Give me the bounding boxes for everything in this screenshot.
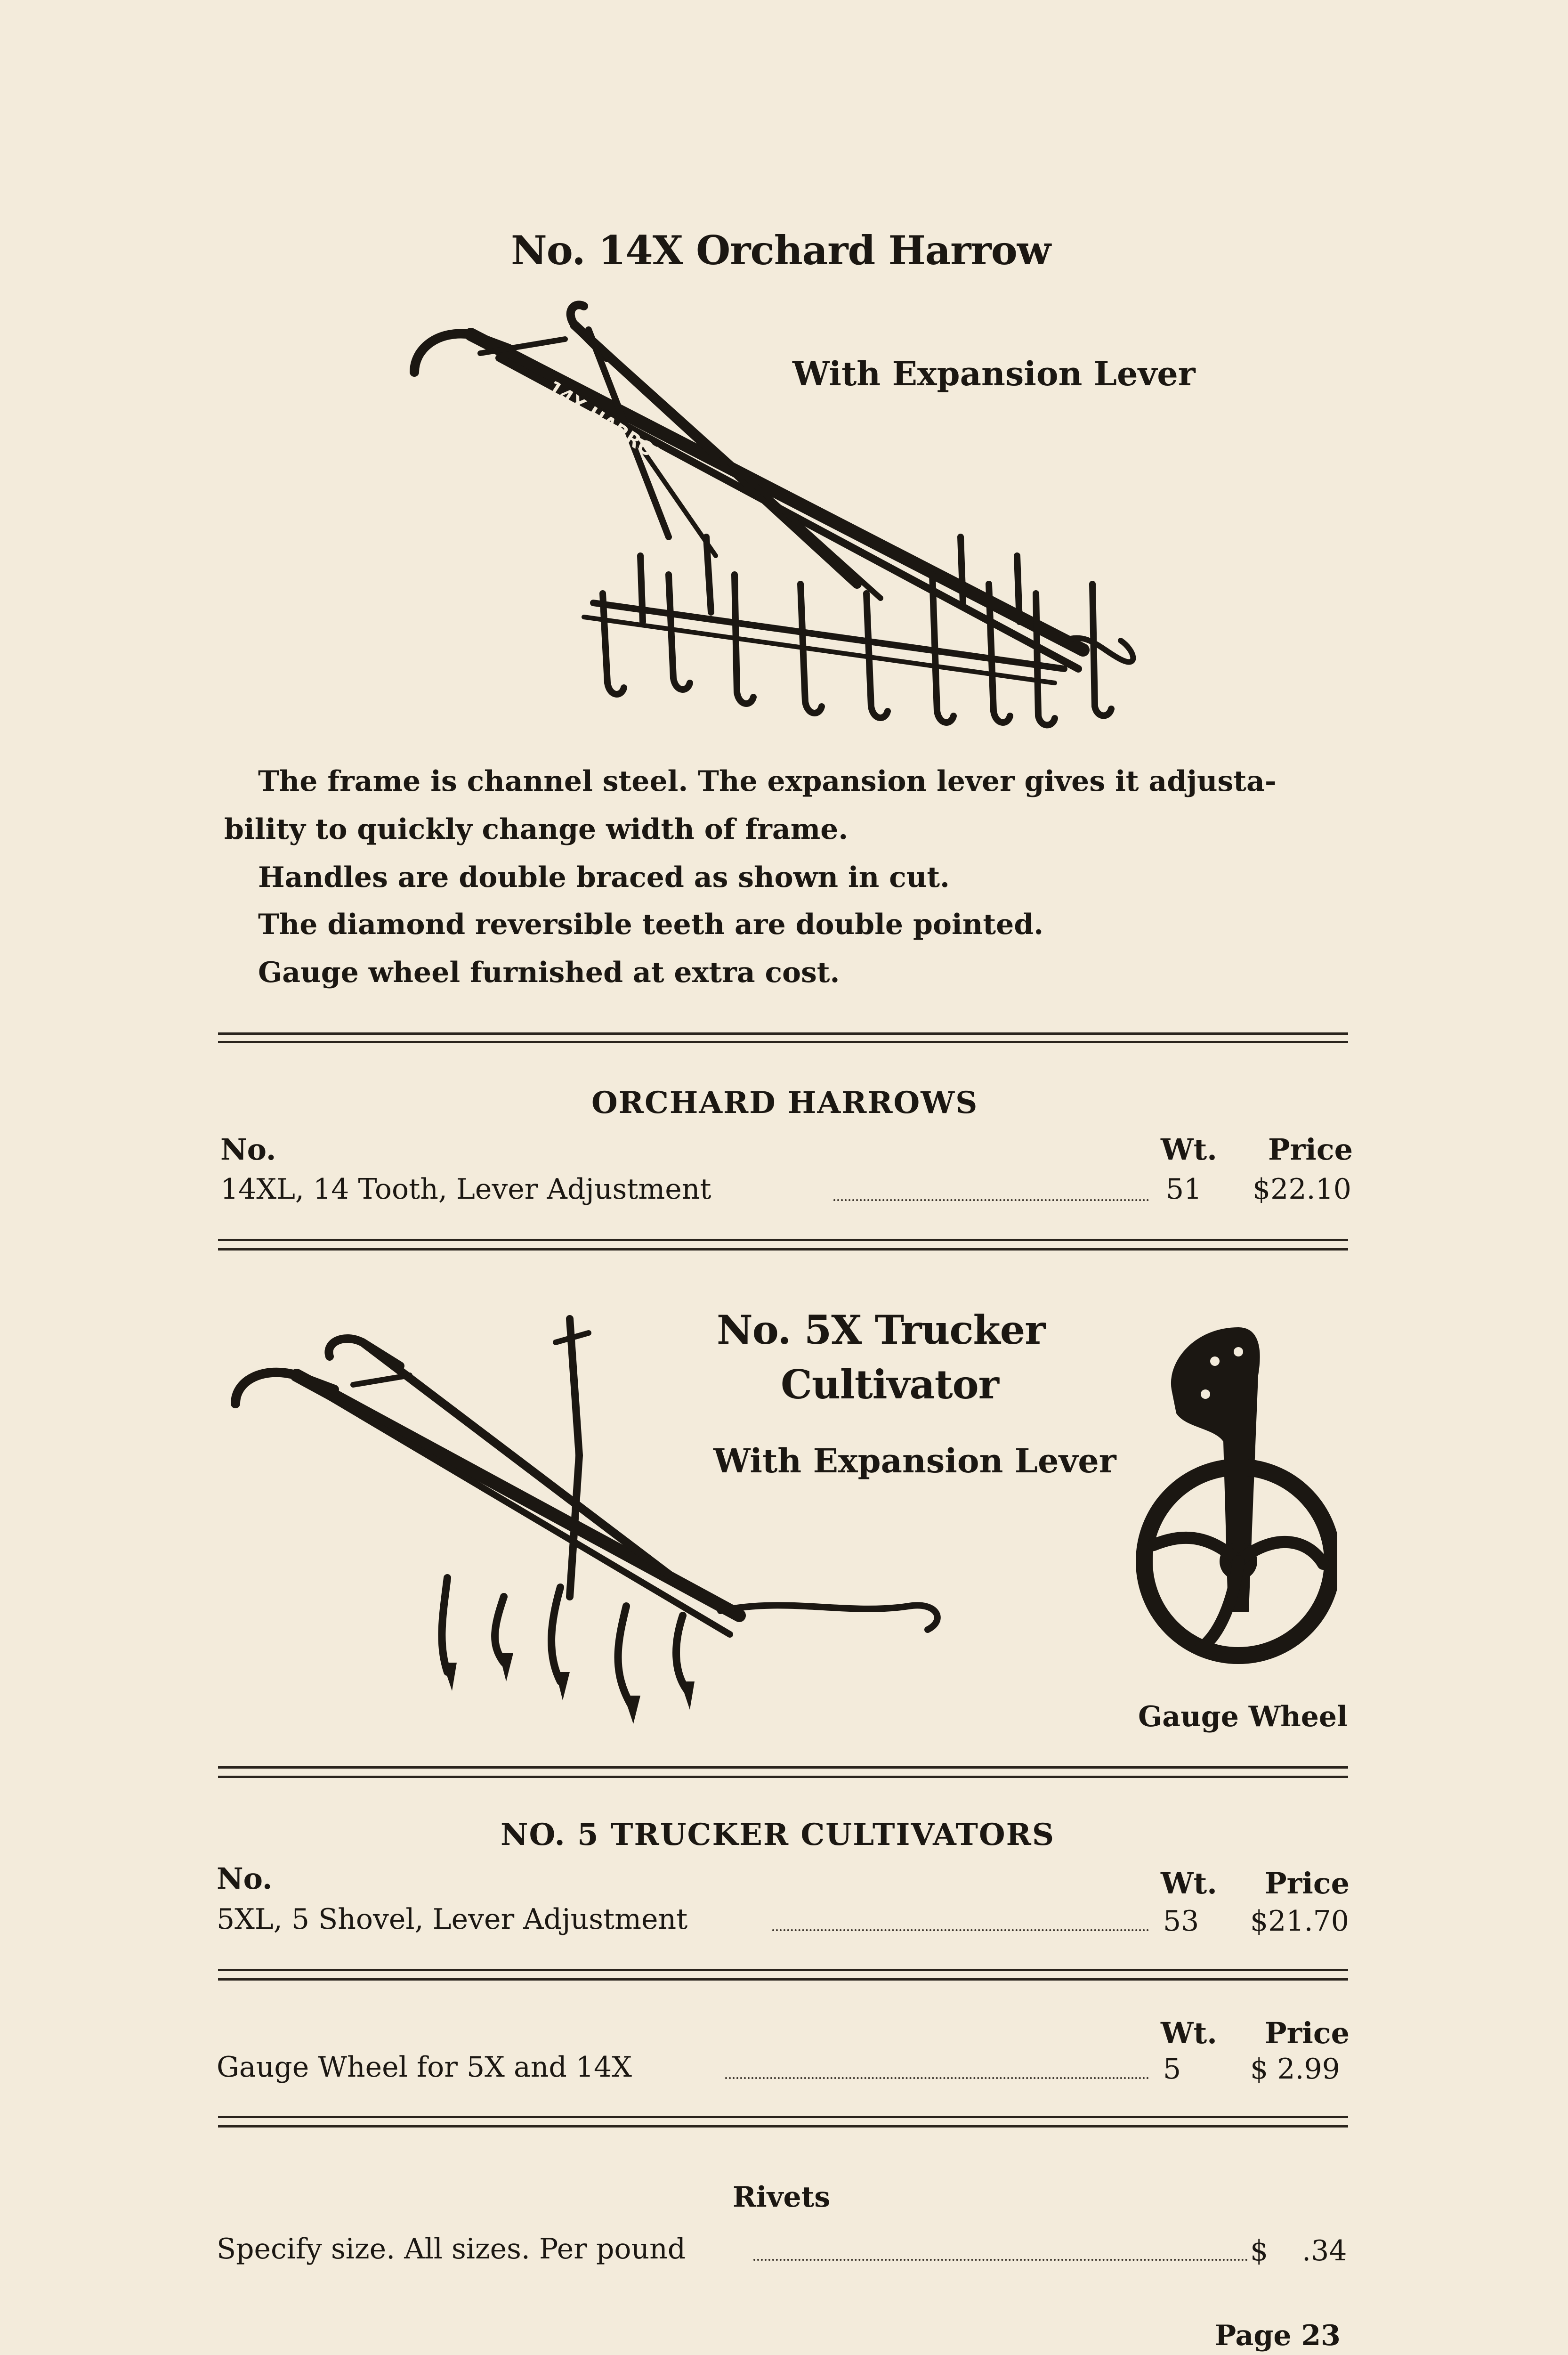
harrow-subtitle: With Expansion Lever [792,354,1196,393]
orchard-col-wt: Wt. [1161,1132,1217,1167]
leader-dots [753,2259,1248,2261]
harrow-title: No. 14X Orchard Harrow [511,227,1051,274]
gauge-wheel-illustration [1121,1319,1337,1691]
trucker-cultivator-illustration [221,1314,956,1729]
orchard-col-no: No. [220,1132,276,1167]
rivets-currency: $ [1250,2234,1269,2267]
gauge-col-price: Price [1265,2016,1350,2050]
harrow-desc-line-4: The diamond reversible teeth are double pointed. [258,908,1044,941]
divider [218,1239,1348,1241]
trucker-row-item: 5XL, 5 Shovel, Lever Adjustment [217,1903,688,1936]
divider [218,1041,1348,1043]
harrow-beam-label: 14X HARROW [543,376,676,473]
divider [218,1969,1348,1971]
trucker-table-title: NO. 5 TRUCKER CULTIVATORS [501,1817,1055,1852]
orchard-harrow-illustration [386,292,1149,739]
trucker-title-line-2: Cultivator [781,1361,999,1408]
divider [218,1032,1348,1035]
orchard-row-item: 14XL, 14 Tooth, Lever Adjustment [220,1173,711,1206]
trucker-row-price: $21.70 [1250,1905,1349,1938]
divider [218,1248,1348,1251]
harrow-desc-line-1: The frame is channel steel. The expansion lever gives it adjusta- [258,765,1277,798]
trucker-col-wt: Wt. [1161,1866,1217,1900]
gauge-row-price: $ 2.99 [1250,2053,1340,2086]
harrow-desc-line-3: Handles are double braced as shown in cut. [258,861,950,894]
divider [218,1978,1348,1981]
rivets-price: .34 [1302,2234,1347,2267]
orchard-col-price: Price [1268,1132,1353,1167]
rivets-title: Rivets [733,2181,831,2214]
trucker-row-wt: 53 [1163,1905,1199,1938]
page-number: Page 23 [1215,2319,1341,2352]
divider [218,1766,1348,1769]
harrow-desc-line-2: bility to quickly change width of frame. [224,813,849,846]
divider [218,2116,1348,2118]
divider [218,1776,1348,1778]
gauge-row-wt: 5 [1163,2053,1181,2086]
orchard-row-price: $22.10 [1253,1173,1351,1206]
leader-dots [772,1929,1149,1931]
rivets-item: Specify size. All sizes. Per pound [217,2233,686,2266]
harrow-desc-line-5: Gauge wheel furnished at extra cost. [258,956,840,989]
gauge-col-wt: Wt. [1161,2016,1217,2050]
gauge-row-item: Gauge Wheel for 5X and 14X [217,2051,632,2084]
trucker-col-price: Price [1265,1866,1350,1900]
divider [218,2125,1348,2128]
leader-dots [833,1199,1149,1201]
trucker-subtitle: With Expansion Lever [713,1441,1116,1480]
orchard-table-title: ORCHARD HARROWS [591,1085,978,1121]
trucker-col-no: No. [217,1861,273,1896]
leader-dots [725,2077,1149,2079]
gauge-wheel-caption: Gauge Wheel [1138,1700,1348,1733]
orchard-row-wt: 51 [1166,1173,1202,1206]
trucker-title-line-1: No. 5X Trucker [717,1307,1045,1353]
